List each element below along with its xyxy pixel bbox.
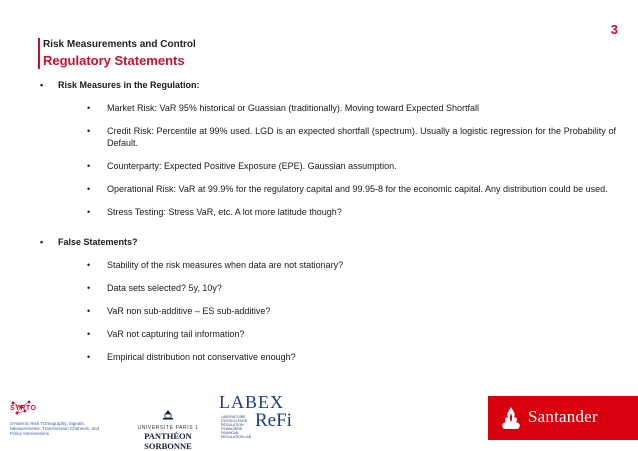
list-item-text: Counterparty: Expected Positive Exposure (EPE). Gaussian assumption. [107, 161, 397, 171]
list-item [40, 259, 616, 271]
labex-refi-logo [219, 392, 297, 439]
list-item-text: Market Risk: VaR 95% historical or Guassian (traditionally). Moving toward Expected Shortfall [107, 103, 479, 113]
list-item [40, 125, 616, 149]
sorbonne-university: UNIVERSITÉ PARIS 1 [137, 425, 199, 431]
list-item-text: Operational Risk: VaR at 99.9% for the regulatory capital and 99.95-8 for the economic capital. Any distribution could be used. [107, 184, 608, 194]
pantheon-icon [161, 410, 175, 420]
slide-title: Regulatory Statements [43, 53, 185, 68]
santander-logo [488, 396, 638, 440]
list-item-text: Data sets selected? 5y, 10y? [107, 283, 222, 293]
section-risk-measures [40, 79, 616, 218]
list-item [40, 305, 616, 317]
slide-content [40, 79, 616, 376]
list-item [40, 183, 616, 195]
list-item-text: Stability of the risk measures when data are not stationary? [107, 260, 344, 270]
bullet-list [40, 259, 616, 363]
page-number: 3 [610, 22, 618, 37]
list-item-text: Empirical distribution not conservative enough? [107, 352, 296, 362]
labex-title: LABEX [219, 392, 284, 412]
bullet-icon: • [87, 260, 91, 270]
bullet-icon: • [87, 184, 91, 194]
bullet-icon: • [87, 283, 91, 293]
labex-refi: ReFi [255, 410, 292, 431]
santander-wordmark: Santander [528, 407, 598, 426]
list-item [40, 206, 616, 218]
syrto-name: SYRTO [10, 405, 37, 412]
list-item [40, 102, 616, 114]
footer-logos [0, 391, 638, 451]
list-item [40, 282, 616, 294]
bullet-icon: • [87, 161, 91, 171]
bullet-icon: • [87, 126, 91, 136]
bullet-icon: • [87, 329, 91, 339]
flame-icon [500, 406, 522, 430]
list-item [40, 328, 616, 340]
slide-supertitle: Risk Measurements and Control [43, 39, 196, 50]
section-false-statements [40, 236, 616, 363]
sorbonne-logo [122, 407, 214, 451]
list-item-text: VaR non sub-additive – ES sub-additive? [107, 306, 271, 316]
bullet-icon: • [40, 80, 44, 90]
section-heading [40, 79, 616, 91]
list-item-text: Stress Testing: Stress VaR, etc. A lot more latitude though? [107, 207, 342, 217]
list-item-text: Credit Risk: Percentile at 99% used. LGD is an expected shortfall (spectrum). Usually a logistic regression for the Probability of Default. [107, 126, 616, 148]
section-heading [40, 236, 616, 248]
bullet-list [40, 102, 616, 218]
list-item [40, 351, 616, 363]
bullet-icon: • [87, 306, 91, 316]
bullet-icon: • [87, 207, 91, 217]
bullet-icon: • [87, 352, 91, 362]
syrto-tagline: SYstemic Risk TOmography: Signals, Measurements, Transmission Channels, and Policy Interventions [10, 421, 100, 436]
labex-subtitle: LABORATOIRE D'EXCELLENCE RÉGULATION FINANCIÈRE FINANCIAL REGULATION LAB [221, 415, 252, 439]
bullet-icon: • [40, 237, 44, 247]
section-heading-text: False Statements? [58, 237, 138, 247]
sorbonne-name: PANTHÉON SORBONNE [144, 431, 192, 451]
list-item-text: VaR not capturing tail information? [107, 329, 245, 339]
section-heading-text: Risk Measures in the Regulation: [58, 80, 200, 90]
bullet-icon: • [87, 103, 91, 113]
list-item [40, 160, 616, 172]
slide-header [38, 38, 196, 69]
